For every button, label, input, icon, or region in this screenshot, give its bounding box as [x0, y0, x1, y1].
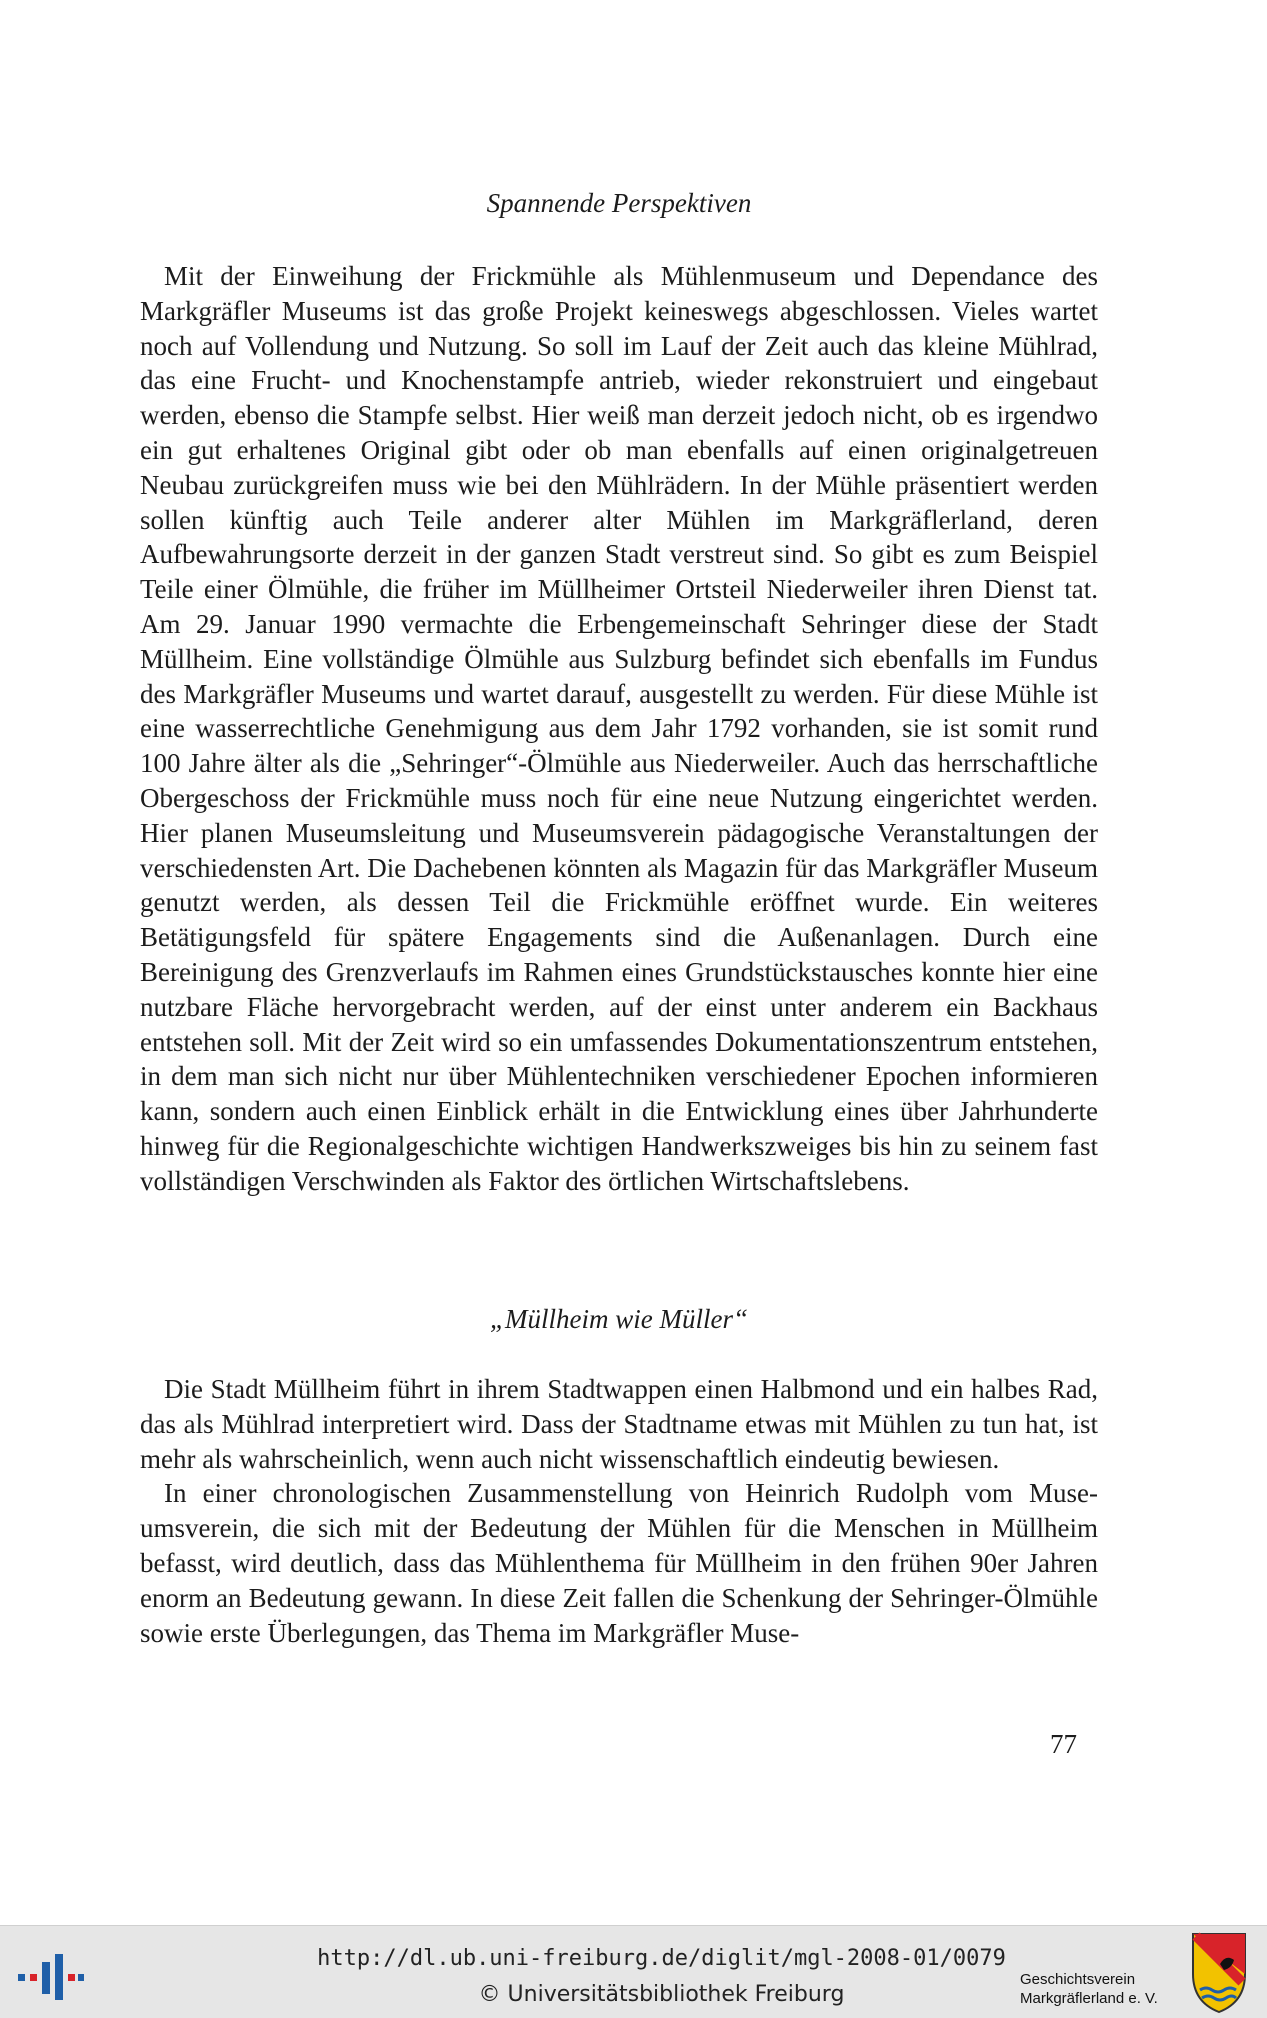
- paragraph: Die Stadt Müllheim führt in ihrem Stadtwappen einen Halbmond und ein halbes Rad, das als Mühlrad interpretiert wird. Dass der Stadtname etwas mit Mühlen zu tun hat, ist mehr als wahrscheinlich, wenn auch nicht wissenschaftlich eindeutig bewiesen.: [140, 1374, 1098, 1474]
- coat-of-arms-icon: [1190, 1930, 1248, 2014]
- section-body-muellheim: [140, 1372, 1098, 1650]
- section-body-perspektiven: [140, 259, 1098, 1199]
- footer-bar: [0, 1925, 1267, 2018]
- society-name: [1020, 1970, 1180, 2008]
- society-line-1: Geschichtsverein: [1020, 1971, 1136, 1988]
- permalink-link[interactable]: http://dl.ub.uni-freiburg.de/diglit/mgl-2008-01/0079: [317, 1946, 1006, 1971]
- copyright-text: © Universitätsbibliothek Freiburg: [478, 1982, 845, 2007]
- page-number: 77: [1050, 1729, 1077, 1759]
- paragraph: Mit der Einweihung der Frickmühle als Mühlenmuseum und Dependance des Markgräfler Museums ist das große Projekt keineswegs abgeschlossen. Vieles wartet noch auf Vollendung und Nutzung. So soll im Lauf der Zeit auch das kleine Mühlrad, das eine Frucht- und Knochenstampfe antrieb, wieder rekonstruiert und eingebaut werden, ebenso die Stampfe selbst. Hier weiß man derzeit jedoch nicht, ob es irgendwo ein gut erhaltenes Original gibt oder ob man ebenfalls auf einen originalgetreuen Neubau zurückgreifen muss wie bei den Mühlrädern. In der Mühle präsentiert werden sollen künftig auch Teile anderer alter Mühlen im Markgräflerland, deren Aufbewahrungsorte derzeit in der ganzen Stadt verstreut sind. So gibt es zum Beispiel Teile einer Ölmühle, die früher im Müllheimer Ortsteil Niederweiler ihren Dienst tat. Am 29. Januar 1990 vermachte die Erbengemeinschaft Sehringer diese der Stadt Müllheim. Eine vollständige Ölmühle aus Sulzburg befindet sich ebenfalls im Fundus des Markgräfler Museums und wartet darauf, ausgestellt zu werden. Für diese Mühle ist eine wasserrechtliche Genehmigung aus dem Jahr 1792 vorhanden, sie ist somit rund 100 Jahre älter als die „Sehringer“-Ölmühle aus Niederweiler. Auch das herrschaftliche Obergeschoss der Frickmühle muss noch für eine neue Nutzung eingerichtet werden. Hier planen Museumsleitung und Museumsverein pädagogische Veranstaltungen der verschiedensten Art. Die Dachebenen könnten als Magazin für das Markgräfler Museum genutzt werden, als dessen Teil die Frickmühle eröffnet wurde. Ein weiteres Betätigungsfeld für spätere Engagements sind die Außenanlagen. Durch eine Bereinigung des Grenzverlaufs im Rahmen eines Grundstückstausches konnte hier eine nutzbare Fläche hervorgebracht werden, auf der einst unter anderem ein Backhaus entstehen soll. Mit der Zeit wird so ein umfassendes Dokumentationszentrum entstehen, in dem man sich nicht nur über Mühlentechniken verschiedener Epochen informieren kann, sondern auch einen Einblick erhält in die Entwicklung eines über Jahrhunderte hinweg für die Regionalgeschichte wichtigen Handwerkszweiges bis hin zu seinem fast vollständigen Verschwinden als Faktor des örtlichen Wirtschaftslebens.: [140, 261, 1098, 1196]
- society-line-2: Markgräflerland e. V.: [1020, 1990, 1158, 2007]
- section-heading-perspektiven: Spannende Perspektiven: [486, 188, 752, 218]
- section-heading-muellheim: „Müllheim wie Müller“: [490, 1304, 748, 1334]
- paragraph: In einer chronologischen Zusammenstellung von Heinrich Rudolph vom Museumsverein, die sich mit der Bedeutung der Mühlen für die Menschen in Müllheim befasst, wird deutlich, dass das Mühlenthema für Müllheim in den frühen 90er Jahren enorm an Bedeutung gewann. In diese Zeit fallen die Schenkung der Sehringer-Ölmühle sowie erste Überlegungen, das Thema im Markgräfler Muse-: [140, 1478, 1098, 1648]
